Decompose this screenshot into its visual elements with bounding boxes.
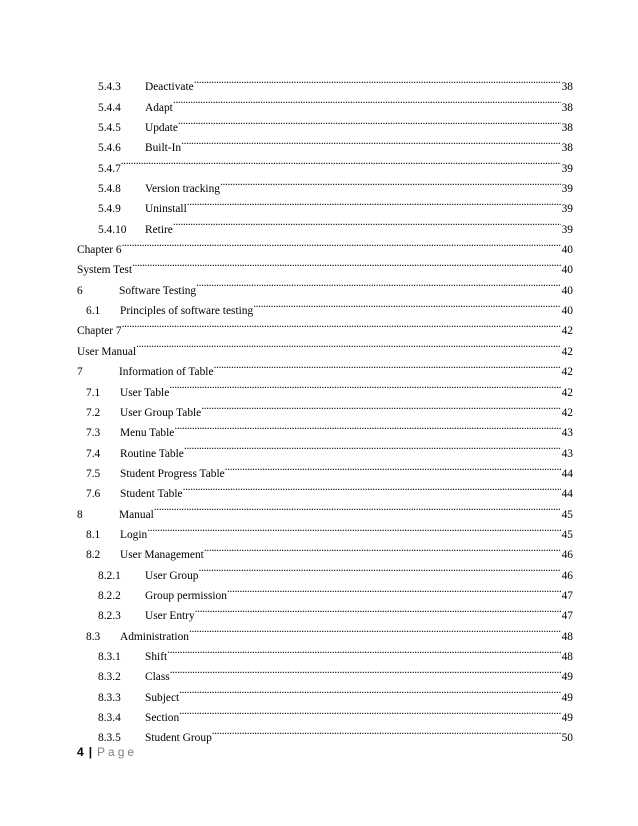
toc-entry-page: 43 xyxy=(561,427,573,440)
toc-entry[interactable] xyxy=(77,253,573,277)
toc-dot-leader xyxy=(184,436,561,456)
toc-dot-leader xyxy=(122,314,561,334)
toc-entry-page: 40 xyxy=(561,244,573,257)
toc-entry-page: 39 xyxy=(561,203,573,216)
toc-dot-leader xyxy=(173,212,561,232)
toc-entry[interactable] xyxy=(77,538,573,562)
toc-entry-title: Menu Table xyxy=(120,427,175,440)
page-footer xyxy=(77,745,137,759)
toc-entry-page: 44 xyxy=(561,467,573,480)
toc-dot-leader xyxy=(136,334,560,354)
toc-entry[interactable] xyxy=(77,172,573,196)
toc-entry-page: 42 xyxy=(561,325,573,338)
toc-dot-leader xyxy=(122,233,561,253)
toc-dot-leader xyxy=(147,518,560,538)
toc-entry-title: Information of Table xyxy=(119,366,214,379)
toc-dot-leader xyxy=(220,172,561,192)
toc-entry-title: Administration xyxy=(120,630,189,643)
toc-entry-page: 46 xyxy=(561,549,573,562)
toc-dot-leader xyxy=(154,497,561,517)
toc-entry-number: 8.2.2 xyxy=(98,589,121,602)
toc-entry-number: 7.5 xyxy=(86,467,101,480)
toc-entry-number: 8 xyxy=(77,508,83,521)
toc-dot-leader xyxy=(167,640,560,660)
toc-dot-leader xyxy=(183,477,561,497)
toc-entry[interactable] xyxy=(77,273,573,297)
toc-entry-page: 38 xyxy=(561,122,573,135)
footer-page-label: Page xyxy=(97,745,138,759)
footer-separator: | xyxy=(88,745,93,759)
toc-entry-page: 40 xyxy=(561,305,573,318)
toc-entry-page: 42 xyxy=(561,366,573,379)
toc-entry-title: Chapter 7 xyxy=(77,325,122,338)
toc-entry-number: 8.3.2 xyxy=(98,671,121,684)
toc-entry-page: 38 xyxy=(561,142,573,155)
table-of-contents xyxy=(77,70,573,745)
toc-dot-leader xyxy=(195,599,561,619)
footer-page-number: 4 xyxy=(77,745,84,759)
toc-entry-page: 40 xyxy=(561,284,573,297)
toc-entry-title: Login xyxy=(120,528,148,541)
toc-dot-leader xyxy=(170,660,561,680)
toc-entry-number: 5.4.10 xyxy=(98,223,127,236)
toc-dot-leader xyxy=(201,396,560,416)
toc-entry-title: Student Progress Table xyxy=(120,467,225,480)
toc-entry-page: 38 xyxy=(561,101,573,114)
toc-entry-number: 7.4 xyxy=(86,447,101,460)
toc-entry-number: 8.2.3 xyxy=(98,610,121,623)
toc-entry-page: 46 xyxy=(561,569,573,582)
toc-dot-leader xyxy=(179,680,560,700)
toc-entry-number: 8.3.1 xyxy=(98,650,121,663)
toc-entry-title: User Table xyxy=(120,386,170,399)
toc-entry-page: 39 xyxy=(561,162,573,175)
toc-entry-page: 44 xyxy=(561,488,573,501)
toc-entry-title: 5.4.7 xyxy=(98,162,121,175)
toc-entry-title: User Group xyxy=(145,569,199,582)
toc-entry-title: Built-In xyxy=(145,142,182,155)
toc-entry-page: 49 xyxy=(561,671,573,684)
toc-entry-page: 38 xyxy=(561,81,573,94)
toc-dot-leader xyxy=(121,151,561,171)
toc-entry-number: 6.1 xyxy=(86,305,101,318)
toc-entry-number: 7.6 xyxy=(86,488,101,501)
toc-dot-leader xyxy=(198,558,560,578)
toc-entry-page: 49 xyxy=(561,691,573,704)
toc-entry-page: 50 xyxy=(561,732,573,745)
toc-entry-number: 5.4.4 xyxy=(98,101,121,114)
toc-entry-title: Class xyxy=(145,671,170,684)
toc-dot-leader xyxy=(253,294,560,314)
toc-entry[interactable] xyxy=(77,334,573,358)
toc-entry-page: 45 xyxy=(561,528,573,541)
toc-entry-number: 8.3 xyxy=(86,630,101,643)
toc-entry-title: Adapt xyxy=(145,101,173,114)
toc-entry-number: 8.3.3 xyxy=(98,691,121,704)
toc-entry-number: 7.3 xyxy=(86,427,101,440)
toc-dot-leader xyxy=(189,619,561,639)
toc-entry-number: 5.4.8 xyxy=(98,183,121,196)
toc-entry[interactable] xyxy=(77,151,573,175)
toc-entry-number: 5.4.6 xyxy=(98,142,121,155)
toc-entry-title: Group permission xyxy=(145,589,227,602)
toc-dot-leader xyxy=(173,90,561,110)
toc-entry-title: Manual xyxy=(119,508,154,521)
toc-entry[interactable] xyxy=(77,355,573,379)
toc-dot-leader xyxy=(132,253,561,273)
toc-entry-title: Section xyxy=(145,712,180,724)
toc-dot-leader xyxy=(214,355,561,375)
toc-dot-leader xyxy=(225,457,561,477)
toc-entry-number: 5.4.3 xyxy=(98,81,121,94)
toc-dot-leader xyxy=(194,70,561,90)
toc-entry-page: 47 xyxy=(561,589,573,602)
toc-entry-page: 40 xyxy=(561,264,573,277)
toc-entry[interactable] xyxy=(77,70,573,94)
toc-entry-page: 45 xyxy=(561,508,573,521)
toc-entry-title: Student Group xyxy=(145,732,212,745)
toc-entry-number: 5.4.5 xyxy=(98,122,121,135)
toc-entry[interactable] xyxy=(77,233,573,257)
toc-entry-page: 39 xyxy=(561,183,573,196)
toc-dot-leader xyxy=(179,701,560,721)
toc-entry-title: Update xyxy=(145,122,178,135)
toc-dot-leader xyxy=(169,375,560,395)
toc-entry-title: Deactivate xyxy=(145,81,194,94)
toc-entry-number: 7.1 xyxy=(86,386,101,399)
toc-dot-leader xyxy=(178,111,561,131)
toc-entry-title: Principles of software testing xyxy=(120,305,254,318)
toc-entry-number: 8.1 xyxy=(86,528,101,541)
toc-entry-number: 8.2.1 xyxy=(98,569,121,582)
toc-entry-title: Software Testing xyxy=(119,284,197,297)
toc-dot-leader xyxy=(212,721,561,741)
toc-entry-page: 42 xyxy=(561,345,573,358)
toc-entry[interactable] xyxy=(77,518,573,541)
toc-dot-leader xyxy=(187,192,561,212)
toc-entry-page: 47 xyxy=(561,610,573,623)
toc-dot-leader xyxy=(181,131,561,151)
toc-entry-title: System Test xyxy=(77,264,133,277)
toc-entry-page: 48 xyxy=(561,650,573,663)
toc-entry-number: 6 xyxy=(77,284,83,297)
toc-entry-number: 7 xyxy=(77,366,83,379)
toc-entry-title: Routine Table xyxy=(120,447,184,460)
toc-entry-page: 49 xyxy=(561,712,573,724)
toc-entry-number: 8.3.5 xyxy=(98,732,121,745)
toc-entry-page: 48 xyxy=(561,630,573,643)
toc-entry-title: Chapter 6 xyxy=(77,244,122,257)
toc-entry-page: 43 xyxy=(561,447,573,460)
toc-entry-number: 7.2 xyxy=(86,406,101,419)
toc-entry-number: 8.3.4 xyxy=(98,712,121,724)
toc-entry-title: User Group Table xyxy=(120,406,202,419)
toc-entry-title: User Management xyxy=(120,549,204,562)
toc-dot-leader xyxy=(196,273,560,293)
toc-dot-leader xyxy=(227,579,561,599)
toc-entry-title: User Manual xyxy=(77,345,137,358)
toc-entry-title: Retire xyxy=(145,223,173,236)
toc-entry-page: 39 xyxy=(561,223,573,236)
toc-entry-title: User Entry xyxy=(145,610,195,623)
toc-dot-leader xyxy=(174,416,560,436)
toc-entry-page: 42 xyxy=(561,406,573,419)
toc-entry-title: Shift xyxy=(145,650,168,663)
toc-entry[interactable] xyxy=(77,314,573,338)
toc-entry-title: Subject xyxy=(145,691,180,704)
toc-entry-number: 8.2 xyxy=(86,549,101,562)
toc-entry-number: 5.4.9 xyxy=(98,203,121,216)
toc-entry-title: Student Table xyxy=(120,488,183,501)
toc-entry-title: Uninstall xyxy=(145,203,187,216)
toc-entry-page: 42 xyxy=(561,386,573,399)
toc-entry-title: Version tracking xyxy=(145,183,220,196)
toc-dot-leader xyxy=(204,538,561,558)
